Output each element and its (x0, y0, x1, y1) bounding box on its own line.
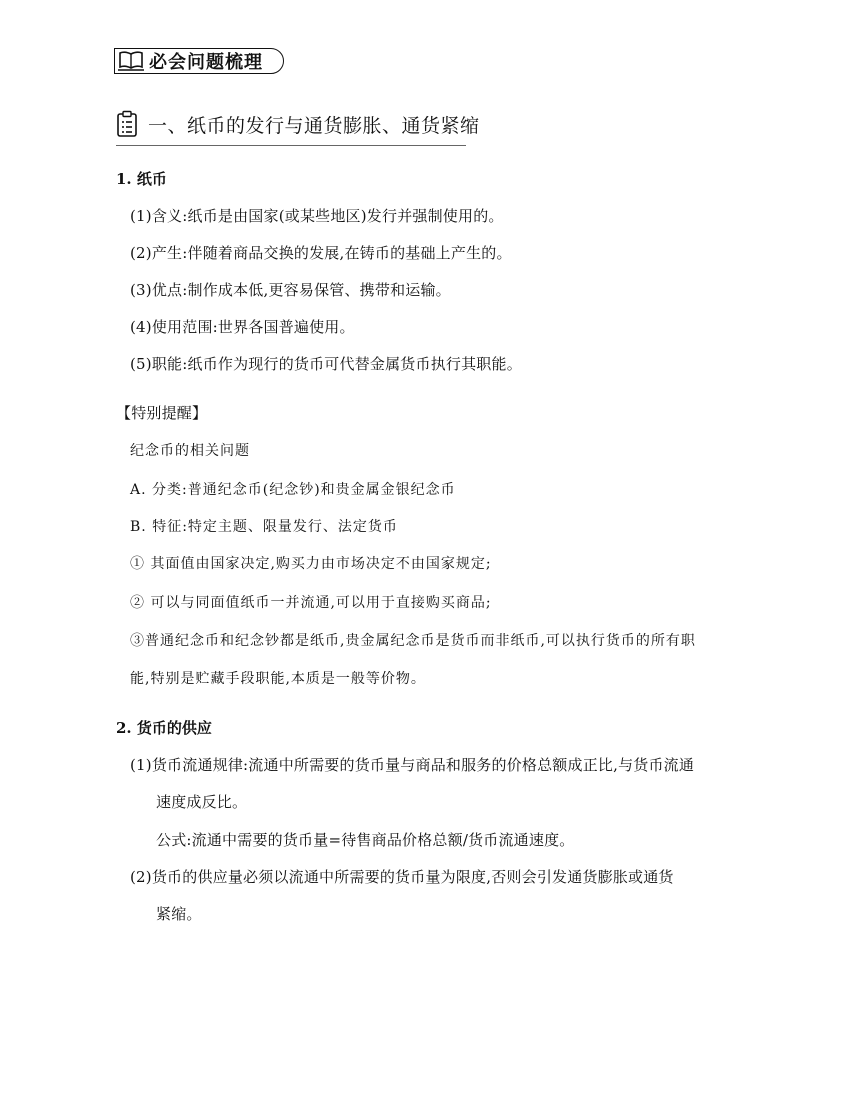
section-header (116, 108, 480, 140)
reminder-line: ② 可以与同面值纸币一并流通,可以用于直接购买商品; (130, 595, 492, 611)
reminder-line: A. 分类:普通纪念币(纪念钞)和贵金属金银纪念币 (130, 482, 456, 498)
money-supply-line: 速度成反比。 (156, 793, 248, 811)
money-supply-heading: 2. 货币的供应 (116, 719, 212, 737)
reminder-line: 能,特别是贮藏手段职能,本质是一般等价物。 (130, 671, 426, 687)
paper-money-item: (1)含义:纸币是由国家(或某些地区)发行并强制使用的。 (130, 207, 504, 225)
reminder-subtitle: 纪念币的相关问题 (130, 443, 250, 459)
reminder-line: ③普通纪念币和纪念钞都是纸币,贵金属纪念币是货币而非纸币,可以执行货币的所有职 (130, 633, 696, 649)
badge-frame (114, 48, 284, 74)
money-supply-line: 紧缩。 (156, 905, 202, 923)
paper-money-heading: 1. 纸币 (116, 170, 167, 188)
money-supply-formula: 公式:流通中需要的货币量=待售商品价格总额/货币流通速度。 (156, 831, 575, 849)
badge-title: 必会问题梳理 (149, 52, 263, 73)
clipboard-list-icon (116, 110, 138, 138)
paper-money-item: (2)产生:伴随着商品交换的发展,在铸币的基础上产生的。 (130, 244, 512, 262)
section-title: 一、纸币的发行与通货膨胀、通货紧缩 (148, 114, 480, 137)
reminder-line: ① 其面值由国家决定,购买力由市场决定不由国家规定; (130, 556, 492, 572)
section-badge (114, 48, 284, 74)
reminder-line: B. 特征:特定主题、限量发行、法定货币 (130, 519, 398, 535)
reminder-label: 【特别提醒】 (116, 404, 208, 422)
section-underline (116, 145, 466, 146)
open-book-icon (117, 50, 145, 72)
paper-money-item: (5)职能:纸币作为现行的货币可代替金属货币执行其职能。 (130, 355, 522, 373)
money-supply-line: (1)货币流通规律:流通中所需要的货币量与商品和服务的价格总额成正比,与货币流通 (130, 756, 695, 774)
paper-money-item: (3)优点:制作成本低,更容易保管、携带和运输。 (130, 281, 451, 299)
money-supply-line: (2)货币的供应量必须以流通中所需要的货币量为限度,否则会引发通货膨胀或通货 (130, 868, 674, 886)
paper-money-item: (4)使用范围:世界各国普遍使用。 (130, 318, 355, 336)
